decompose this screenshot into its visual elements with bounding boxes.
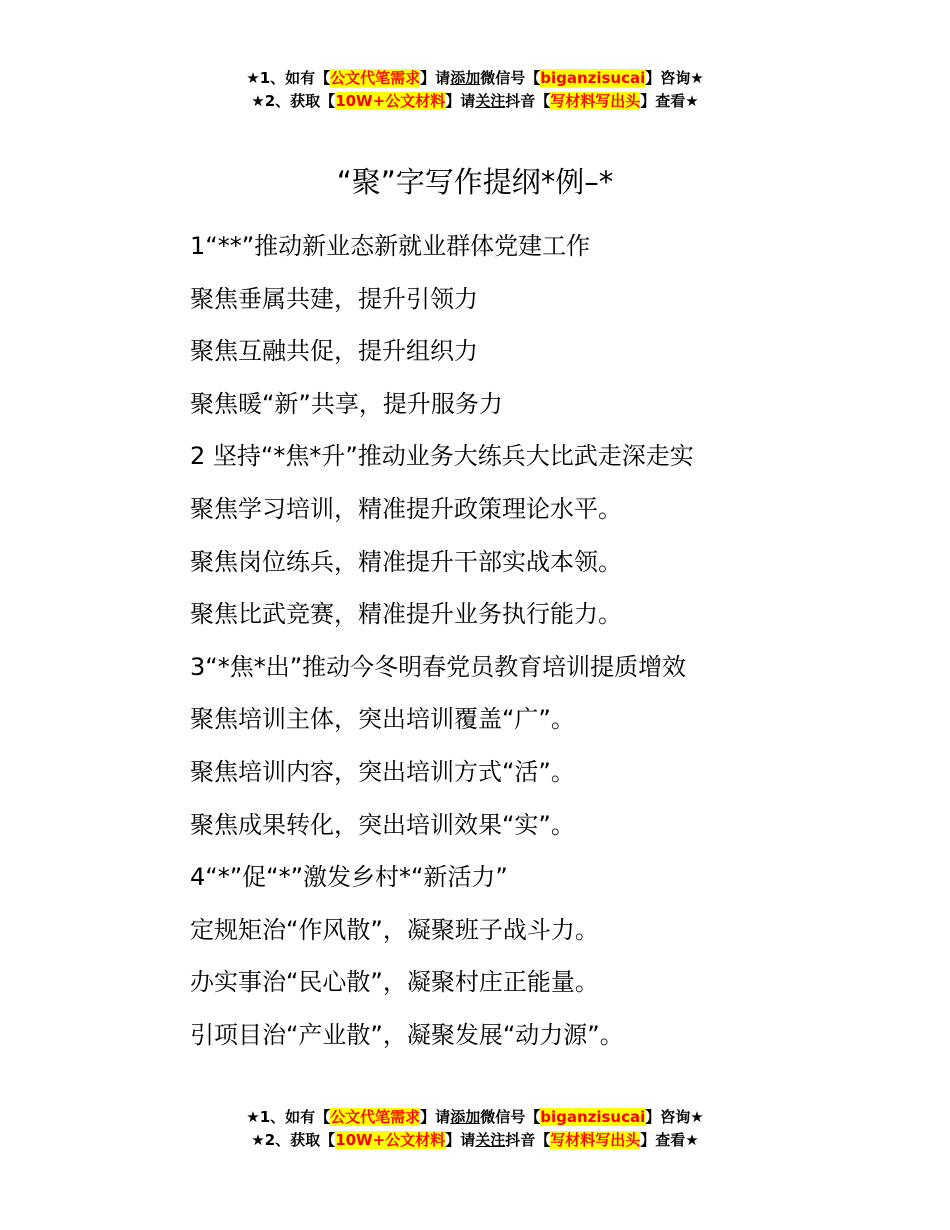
outline-item: 聚焦岗位练兵，精准提升干部实战本领。 (190, 547, 622, 576)
outline-item: 聚焦成果转化，突出培训效果“实”。 (190, 810, 575, 839)
banner-text: 】请 (420, 1108, 451, 1126)
outline-item: 聚焦学习培训，精准提升政策理论水平。 (190, 494, 622, 523)
banner-highlight: biganzisucai (540, 1108, 646, 1126)
outline-item: 聚焦垂属共建，提升引领力 (190, 284, 478, 313)
outline-heading: 2 坚持“*焦*升”推动业务大练兵大比武走深走实 (190, 442, 694, 471)
outline-item: 聚焦暖“新”共享，提升服务力 (190, 389, 503, 418)
banner-underlined: 添加 (450, 69, 481, 87)
outline-item: 办实事治“民心散”，凝聚村庄正能量。 (190, 968, 599, 997)
banner-highlight: 公文代笔需求 (330, 1108, 421, 1126)
banner-text: 】请 (445, 92, 476, 110)
banner-text: 】咨询★ (645, 69, 704, 87)
header-banner (0, 67, 950, 113)
banner-text: 】请 (420, 69, 451, 87)
banner-text: 抖音【 (505, 1131, 551, 1149)
banner-highlight: 10W+公文材料 (335, 92, 446, 110)
outline-heading: 3“*焦*出”推动今冬明春党员教育培训提质增效 (190, 652, 687, 681)
document-body (190, 220, 910, 1062)
outline-item: 聚焦互融共促，提升组织力 (190, 337, 478, 366)
outline-item: 聚焦培训内容，突出培训方式“活”。 (190, 757, 575, 786)
outline-item: 引项目治“产业散”，凝聚发展“动力源”。 (190, 1020, 624, 1049)
banner-highlight: 写材料写出头 (550, 1131, 641, 1149)
banner-highlight: 写材料写出头 (550, 92, 641, 110)
banner-text: ★2、获取【 (251, 92, 336, 110)
banner-text: 微信号【 (480, 69, 541, 87)
banner-text: 微信号【 (480, 1108, 541, 1126)
banner-text: ★1、如有【 (246, 69, 331, 87)
outline-item: 定规矩治“作风散”，凝聚班子战斗力。 (190, 915, 599, 944)
outline-heading: 4“*”促“*”激发乡村*“新活力” (190, 863, 508, 892)
document-title: “聚”字写作提纲*例–* (336, 165, 614, 199)
outline-heading: 1“**”推动新业态新就业群体党建工作 (190, 232, 591, 260)
footer-banner (0, 1106, 950, 1152)
banner-text: 抖音【 (505, 92, 551, 110)
banner-underlined: 添加 (450, 1108, 481, 1126)
banner-text: 】查看★ (640, 92, 699, 110)
banner-line-1 (0, 67, 950, 90)
banner-text: 】咨询★ (645, 1108, 704, 1126)
banner-line-1 (0, 1106, 950, 1129)
banner-highlight: 10W+公文材料 (335, 1131, 446, 1149)
banner-underlined: 关注 (475, 1131, 506, 1149)
banner-highlight: biganzisucai (540, 69, 646, 87)
banner-text: 】查看★ (640, 1131, 699, 1149)
banner-text: ★2、获取【 (251, 1131, 336, 1149)
banner-line-2 (0, 90, 950, 113)
outline-item: 聚焦比武竞赛，精准提升业务执行能力。 (190, 600, 622, 629)
banner-underlined: 关注 (475, 92, 506, 110)
banner-highlight: 公文代笔需求 (330, 69, 421, 87)
banner-text: 】请 (445, 1131, 476, 1149)
outline-item: 聚焦培训主体，突出培训覆盖“广”。 (190, 705, 575, 734)
banner-line-2 (0, 1129, 950, 1152)
banner-text: ★1、如有【 (246, 1108, 331, 1126)
